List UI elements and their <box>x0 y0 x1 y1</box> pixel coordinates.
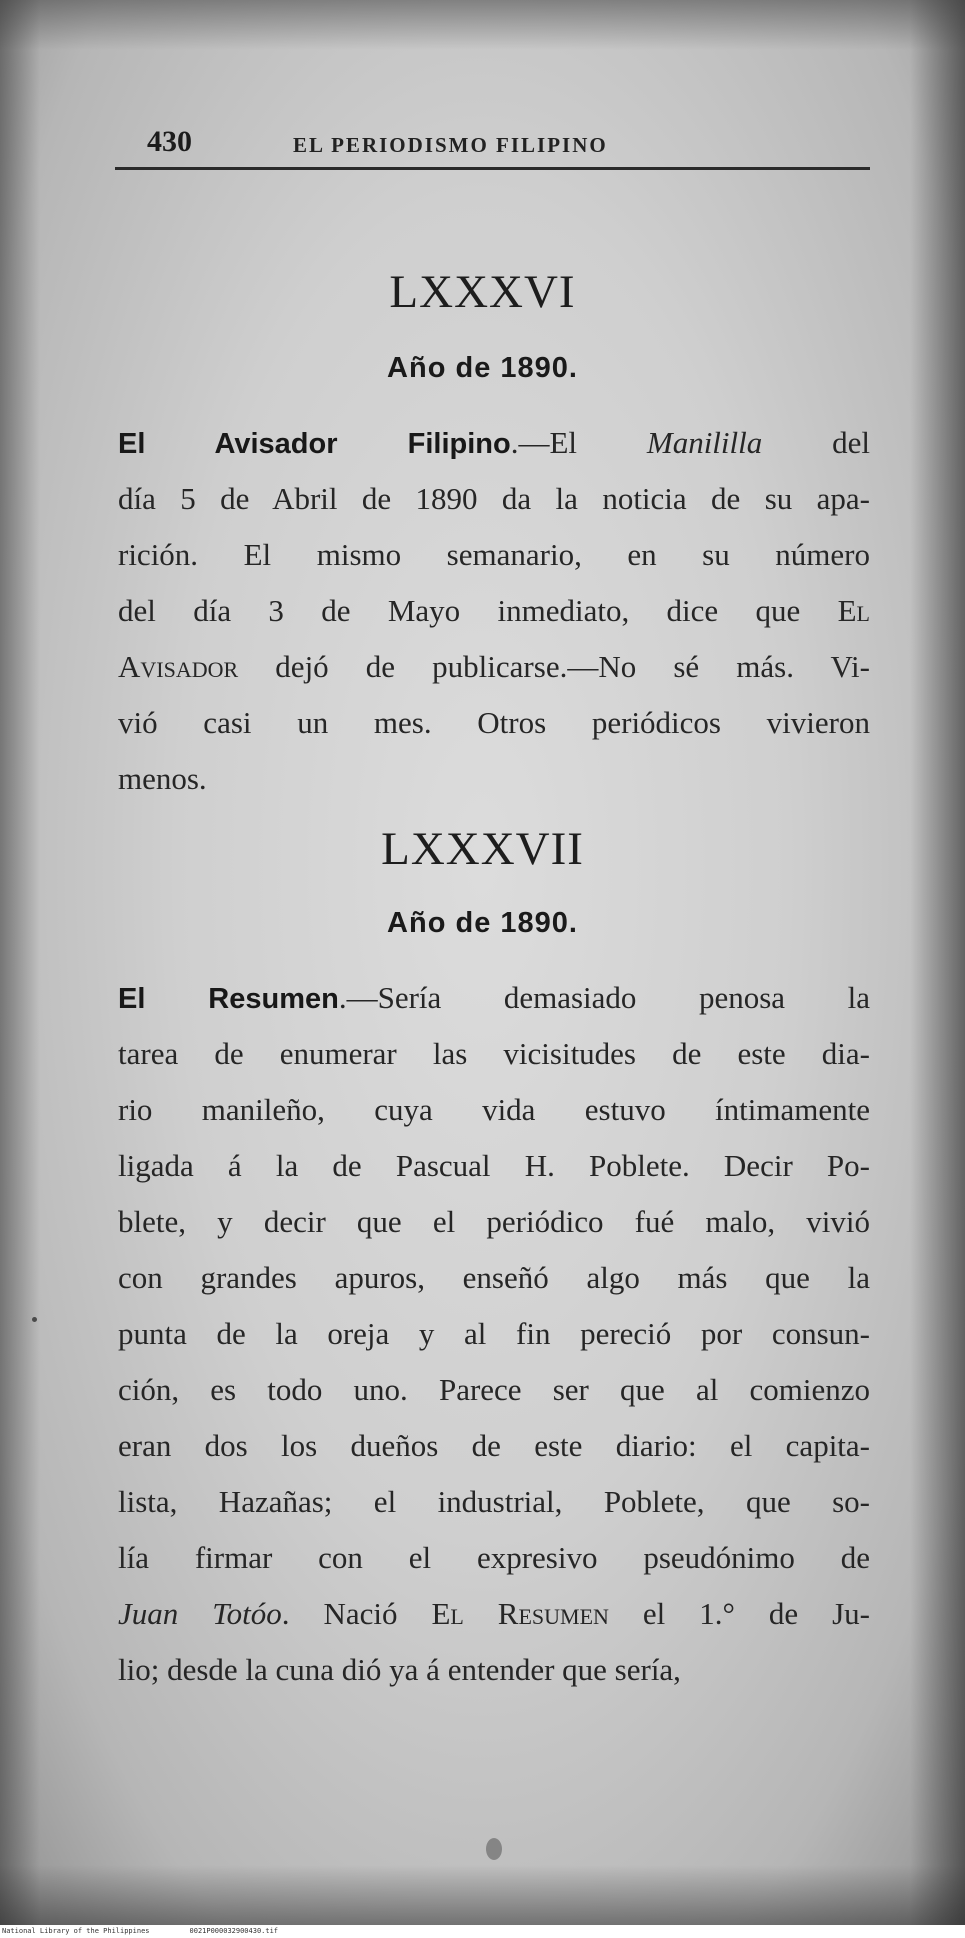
year-heading-2: Año de 1890. <box>387 907 578 939</box>
footer-filename: 0021P000032900430.tif <box>189 1927 279 1935</box>
paragraph-resumen <box>118 970 870 1698</box>
text-segment: Manililla <box>646 425 763 460</box>
text-segment: dejó de publicarse.—No sé más. Vi- <box>238 649 870 684</box>
text-segment: rición. El mismo semanario, en su número <box>118 537 870 572</box>
chapter-heading-1: LXXXVI <box>389 266 576 318</box>
text-segment: menos. <box>118 761 207 796</box>
footer-library: National Library of the Philippines <box>2 1927 150 1935</box>
header-rule <box>115 167 870 170</box>
text-line <box>118 695 870 751</box>
print-speck <box>486 1838 502 1860</box>
text-line <box>118 1418 870 1474</box>
text-segment: El Avisador Filipino <box>118 428 511 460</box>
chapter-heading-2: LXXXVII <box>381 823 584 875</box>
text-line <box>118 1138 870 1194</box>
text-segment: del <box>762 425 870 460</box>
text-segment: vió casi un mes. Otros periódicos vivieron <box>118 705 870 740</box>
text-line <box>118 1586 870 1642</box>
text-line <box>118 1642 870 1698</box>
text-segment: Avisador <box>118 649 239 684</box>
text-segment: lista, Hazañas; el industrial, Poblete, que so- <box>118 1484 870 1519</box>
text-line <box>118 1474 870 1530</box>
paragraph-avisador <box>118 415 870 807</box>
text-segment: .—El <box>510 425 647 460</box>
text-line <box>118 1530 870 1586</box>
text-line <box>118 583 870 639</box>
text-segment: el 1.° de Ju- <box>608 1596 870 1631</box>
text-segment: ción, es todo uno. Parece ser que al comienzo <box>118 1372 870 1407</box>
text-segment: punta de la oreja y al fin pereció por consun- <box>118 1316 870 1351</box>
page-header <box>115 125 870 167</box>
text-line <box>118 1250 870 1306</box>
text-line <box>118 527 870 583</box>
page-shadow-top <box>0 0 965 50</box>
text-segment: lía firmar con el expresivo pseudónimo de <box>118 1540 870 1575</box>
text-segment: del día 3 de Mayo inmediato, dice que <box>118 593 838 628</box>
text-line <box>118 1194 870 1250</box>
text-line <box>118 639 870 695</box>
text-line <box>118 970 870 1026</box>
text-segment: con grandes apuros, enseñó algo más que la <box>118 1260 870 1295</box>
text-segment: ligada á la de Pascual H. Poblete. Decir Po- <box>118 1148 870 1183</box>
text-line <box>118 1306 870 1362</box>
text-segment: blete, y decir que el periódico fué malo, vivió <box>118 1204 870 1239</box>
text-segment: . Nació <box>281 1596 432 1631</box>
text-line <box>118 751 870 807</box>
text-segment: eran dos los dueños de este diario: el capita- <box>118 1428 870 1463</box>
page-shadow-bottom <box>0 1865 965 1925</box>
print-speck <box>32 1317 37 1322</box>
text-segment: tarea de enumerar las vicisitudes de este dia- <box>118 1036 870 1071</box>
text-segment: .—Sería demasiado penosa la <box>338 980 871 1015</box>
year-heading-1: Año de 1890. <box>387 352 578 384</box>
text-line <box>118 1362 870 1418</box>
text-line <box>118 471 870 527</box>
text-segment: lio; desde la cuna dió ya á entender que sería, <box>118 1652 681 1687</box>
text-segment: El Resumen <box>118 983 339 1015</box>
text-segment: El <box>837 593 870 628</box>
text-segment: rio manileño, cuya vida estuvo íntimamente <box>118 1092 870 1127</box>
text-segment: día 5 de Abril de 1890 da la noticia de su apa- <box>118 481 870 516</box>
running-head: EL PERIODISMO FILIPINO <box>293 133 608 157</box>
text-line <box>118 415 870 471</box>
text-line <box>118 1026 870 1082</box>
text-segment: El Resumen <box>431 1596 609 1631</box>
page-number: 430 <box>147 125 192 158</box>
scan-footer <box>0 1925 965 1938</box>
text-segment: Juan Totóo <box>118 1596 282 1631</box>
text-line <box>118 1082 870 1138</box>
